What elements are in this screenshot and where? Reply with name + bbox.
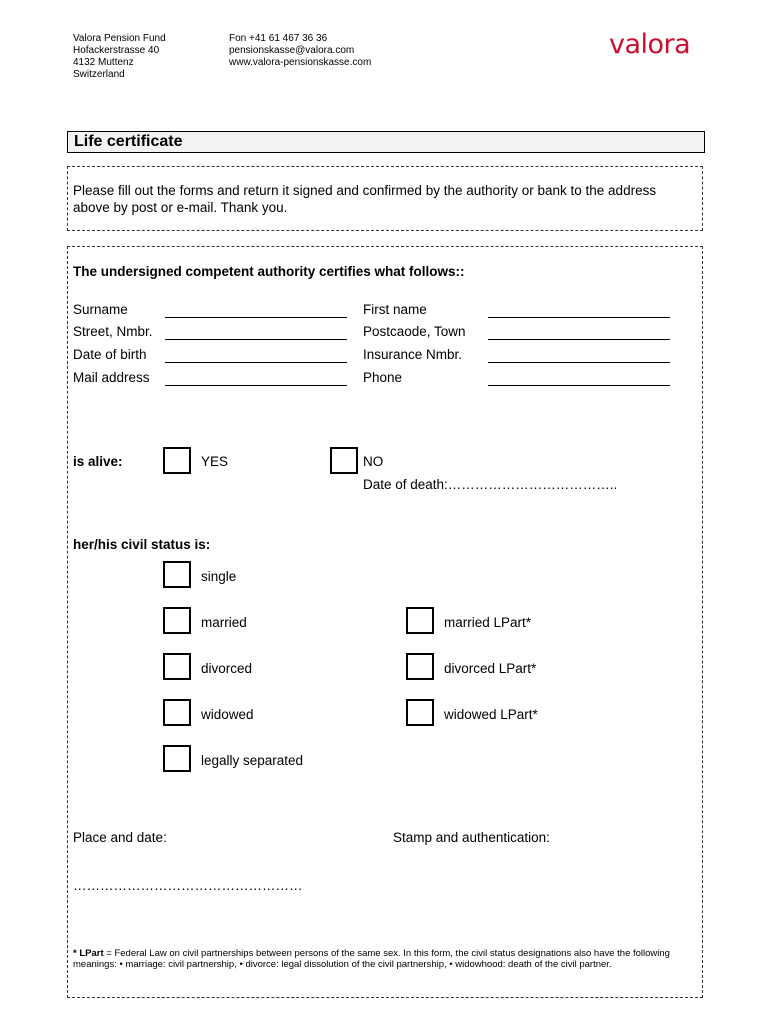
widowed-checkbox[interactable] [163, 699, 191, 726]
insurance-line[interactable] [488, 362, 670, 363]
phone-line[interactable] [488, 385, 670, 386]
surname-line[interactable] [165, 317, 347, 318]
footnote-text: = Federal Law on civil partnerships between persons of the same sex. In this form, the civil status designations also have the following meanings: • marriage: civil partnership, • divorce: legal dissolution of the civil partnership, • widowhood: death of the civil partner. [73, 948, 670, 970]
stamp-label: Stamp and authentication: [393, 830, 550, 845]
valora-logo: valora [609, 29, 691, 60]
address-line: Switzerland [73, 69, 125, 80]
street-line[interactable] [165, 339, 347, 340]
page-title: Life certificate [74, 133, 183, 150]
yes-label: YES [201, 454, 229, 469]
married-lpart-checkbox[interactable] [406, 607, 434, 634]
sender-address [73, 33, 166, 81]
address-line: 4132 Muttenz [73, 57, 134, 68]
dob-line[interactable] [165, 362, 347, 363]
married-label: married [201, 615, 247, 630]
mail-line[interactable] [165, 385, 347, 386]
single-checkbox[interactable] [163, 561, 191, 588]
date-of-death-field[interactable]: Date of death:……………………………….. [363, 477, 618, 492]
divorced-lpart-checkbox[interactable] [406, 653, 434, 680]
divorced-checkbox[interactable] [163, 653, 191, 680]
yes-checkbox[interactable] [163, 447, 191, 474]
phone-label: Phone [363, 370, 403, 385]
sender-contact [229, 33, 371, 69]
title-box [67, 131, 705, 153]
alive-label: is alive: [73, 454, 123, 469]
single-label: single [201, 569, 237, 584]
place-date-label: Place and date: [73, 830, 167, 845]
dob-label: Date of birth [73, 347, 147, 362]
widowed-lpart-checkbox[interactable] [406, 699, 434, 726]
widowed-lpart-label: widowed LPart* [444, 707, 538, 722]
postcode-line[interactable] [488, 339, 670, 340]
no-checkbox[interactable] [330, 447, 358, 474]
widowed-label: widowed [201, 707, 254, 722]
married-lpart-label: married LPart* [444, 615, 532, 630]
footnote-term: * LPart [73, 948, 104, 959]
legally-separated-checkbox[interactable] [163, 745, 191, 772]
postcode-label: Postcaode, Town [363, 324, 466, 339]
contact-phone: Fon +41 61 467 36 36 [229, 33, 328, 44]
place-date-field[interactable]: …………………………………………… [73, 878, 303, 893]
married-checkbox[interactable] [163, 607, 191, 634]
divorced-label: divorced [201, 661, 253, 676]
contact-website: www.valora-pensionskasse.com [229, 57, 372, 68]
address-line: Valora Pension Fund [73, 33, 166, 44]
street-label: Street, Nmbr. [73, 324, 153, 339]
intro-text [73, 182, 656, 216]
civil-status-heading: her/his civil status is: [73, 537, 211, 552]
intro-line: above by post or e-mail. Thank you. [73, 200, 288, 215]
first-name-line[interactable] [488, 317, 670, 318]
divorced-lpart-label: divorced LPart* [444, 661, 537, 676]
address-line: Hofackerstrasse 40 [73, 45, 160, 56]
mail-label: Mail address [73, 370, 150, 385]
footnote [73, 948, 697, 970]
intro-line: Please fill out the forms and return it signed and confirmed by the authority or bank to the address [73, 183, 657, 198]
legally-separated-label: legally separated [201, 753, 304, 768]
insurance-label: Insurance Nmbr. [363, 347, 463, 362]
certify-heading: The undersigned competent authority certifies what follows:: [73, 264, 465, 279]
first-name-label: First name [363, 302, 427, 317]
surname-label: Surname [73, 302, 128, 317]
contact-email: pensionskasse@valora.com [229, 45, 355, 56]
no-label: NO [363, 454, 384, 469]
